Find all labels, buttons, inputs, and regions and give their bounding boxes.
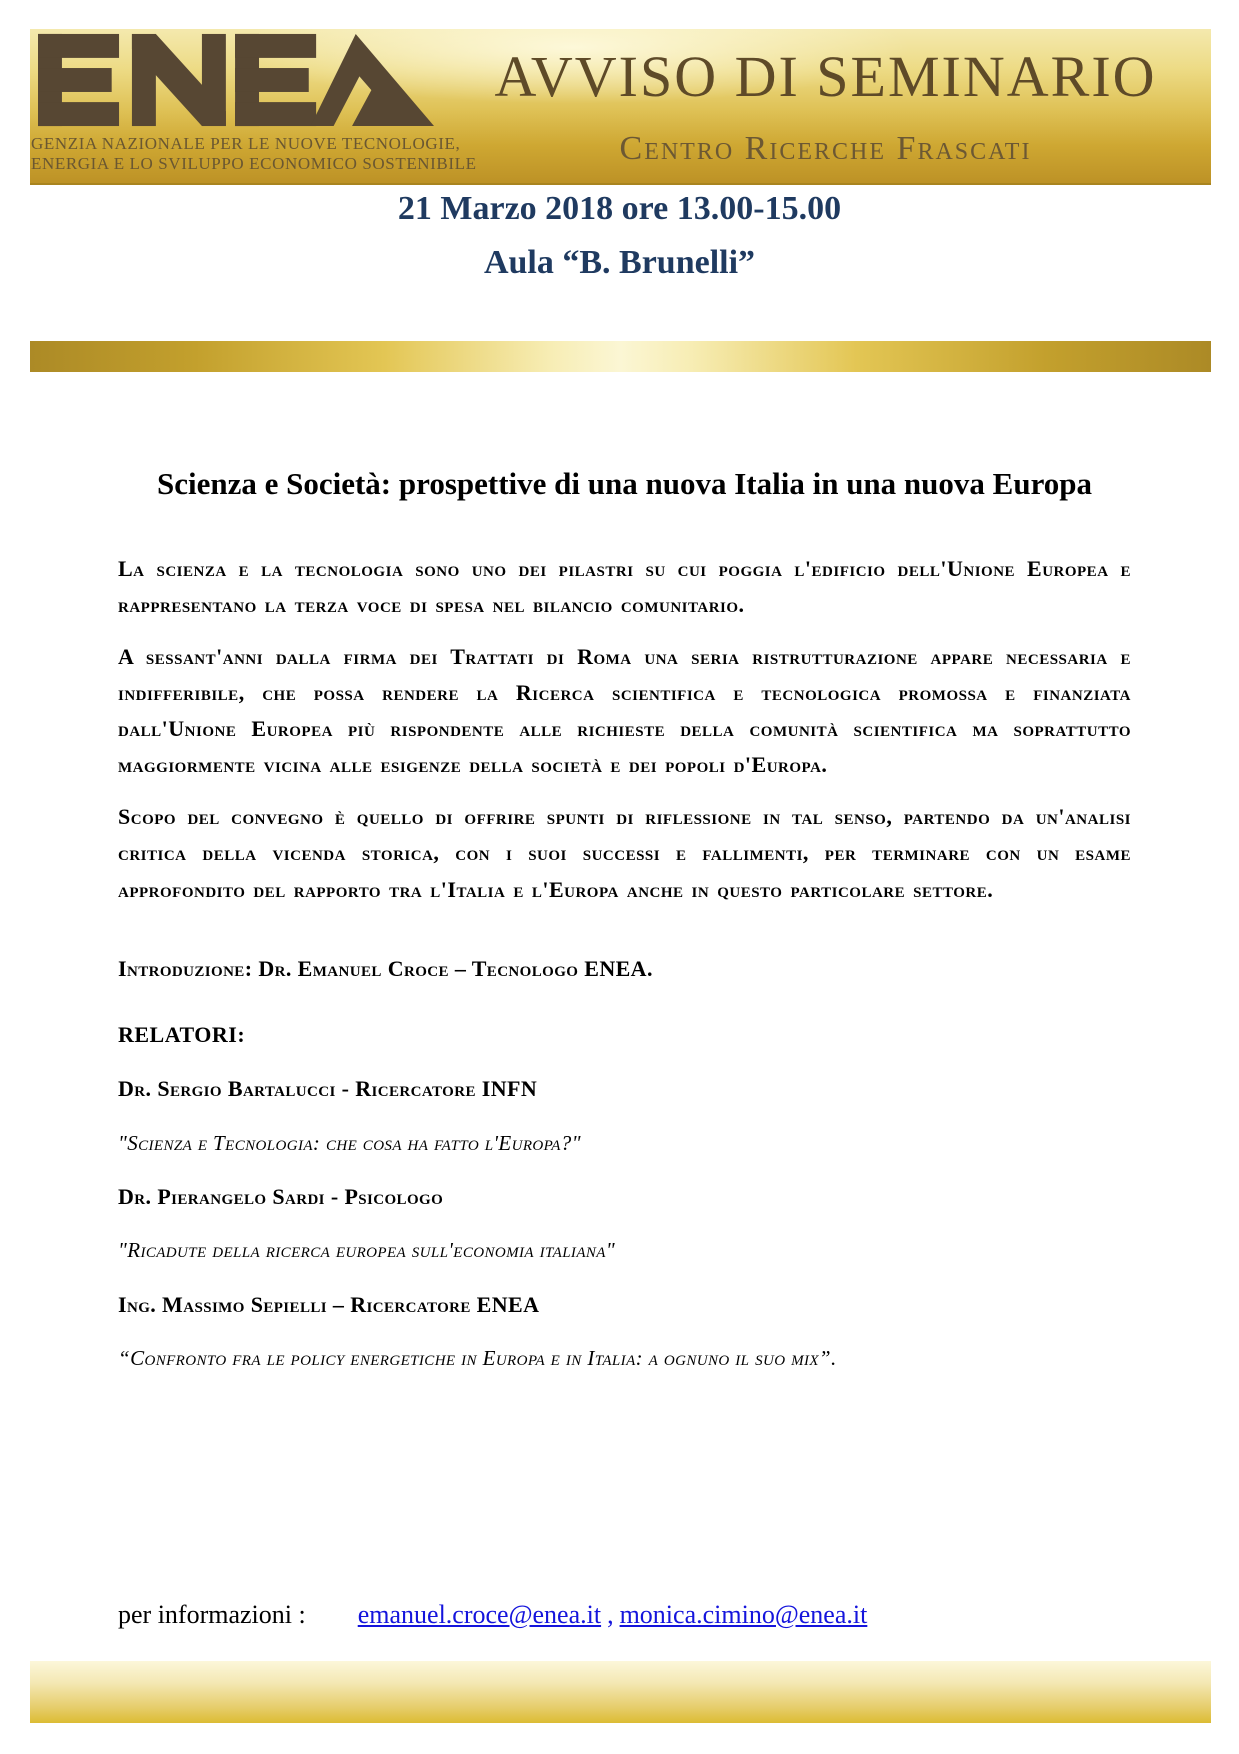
info-label: per informazioni : — [118, 1600, 306, 1629]
relatori-heading: RELATORI: — [118, 1022, 246, 1048]
footer-bar — [30, 1661, 1211, 1723]
email-link-monica[interactable]: monica.cimino@enea.it — [619, 1600, 868, 1629]
speaker-name-sardi: Dr. Pierangelo Sardi - Psicologo — [118, 1184, 444, 1209]
email-link-emanuel[interactable]: emanuel.croce@enea.it — [357, 1600, 602, 1629]
event-location: Aula “B. Brunelli” — [483, 244, 756, 281]
banner-title: AVVISO DI SEMINARIO — [494, 44, 1157, 109]
introduction-line: Introduzione: Dr. Emanuel Croce – Tecnologo ENEA. — [118, 955, 653, 981]
tagline-line-2: ENERGIA E LO SVILUPPO ECONOMICO SOSTENIBILE — [31, 154, 477, 174]
speaker-name-sepielli: Ing. Massimo Sepielli – Ricercatore ENEA — [118, 1291, 540, 1317]
event-datetime: 21 Marzo 2018 ore 13.00-15.00 — [397, 190, 842, 227]
enea-logo-letter-e2 — [235, 34, 316, 126]
body-paragraph-2: A sessant'anni dalla firma dei Trattati di Roma una seria ristrutturazione appare necessaria e indifferibile, che possa rendere la Ricerca scientifica e tecnologica promossa e finanziata dall'Unione Europea più rispondente alle richieste della comunità scientifica ma soprattutto maggiormente vicina alle esigenze della società e dei popoli d'Europa. — [118, 644, 1131, 778]
body-paragraph-3: Scopo del convegno è quello di offrire spunti di riflessione in tal senso, partendo da un'analisi critica della vicenda storica, con i suoi successi e fallimenti, per terminare con un esame approfondito del rapporto tra l'Italia e l'Europa anche in questo particolare settore. — [118, 804, 1131, 902]
divider-bar — [30, 341, 1211, 372]
header-banner — [30, 29, 1211, 185]
talk-title-sardi: "Ricadute della ricerca europea sull'economia italiana" — [118, 1238, 616, 1263]
seminar-content — [118, 462, 1131, 1371]
enea-logo-letter-e1 — [38, 34, 119, 126]
body-paragraph-1: La scienza e la tecnologia sono uno dei pilastri su cui poggia l'edificio dell'Unione Europea e rappresentano la terza voce di spesa nel bilancio comunitario. — [118, 555, 1131, 618]
email-separator: , — [607, 1600, 614, 1629]
speaker-name-bartalucci: Dr. Sergio Bartalucci - Ricercatore INFN — [118, 1076, 538, 1102]
enea-logo-letter-a — [311, 34, 434, 126]
tagline-line-1: GENZIA NAZIONALE PER LE NUOVE TECNOLOGIE, — [31, 134, 461, 153]
seminar-title: Scienza e Società: prospettive di una nuova Italia in una nuova Europa — [156, 466, 1093, 501]
agency-tagline — [31, 134, 477, 175]
banner-title-block — [440, 29, 1211, 183]
contact-info-line — [118, 1600, 867, 1630]
talk-title-bartalucci: "Scienza e Tecnologia: che cosa ha fatto l'Europa?" — [118, 1130, 581, 1155]
banner-subtitle: Centro Ricerche Frascati — [619, 130, 1032, 167]
enea-logo-letter-n — [132, 34, 226, 126]
enea-logo — [38, 30, 434, 130]
talk-title-sepielli: “Confronto fra le policy energetiche in Europa e in Italia: a ognuno il suo mix”. — [118, 1345, 837, 1370]
